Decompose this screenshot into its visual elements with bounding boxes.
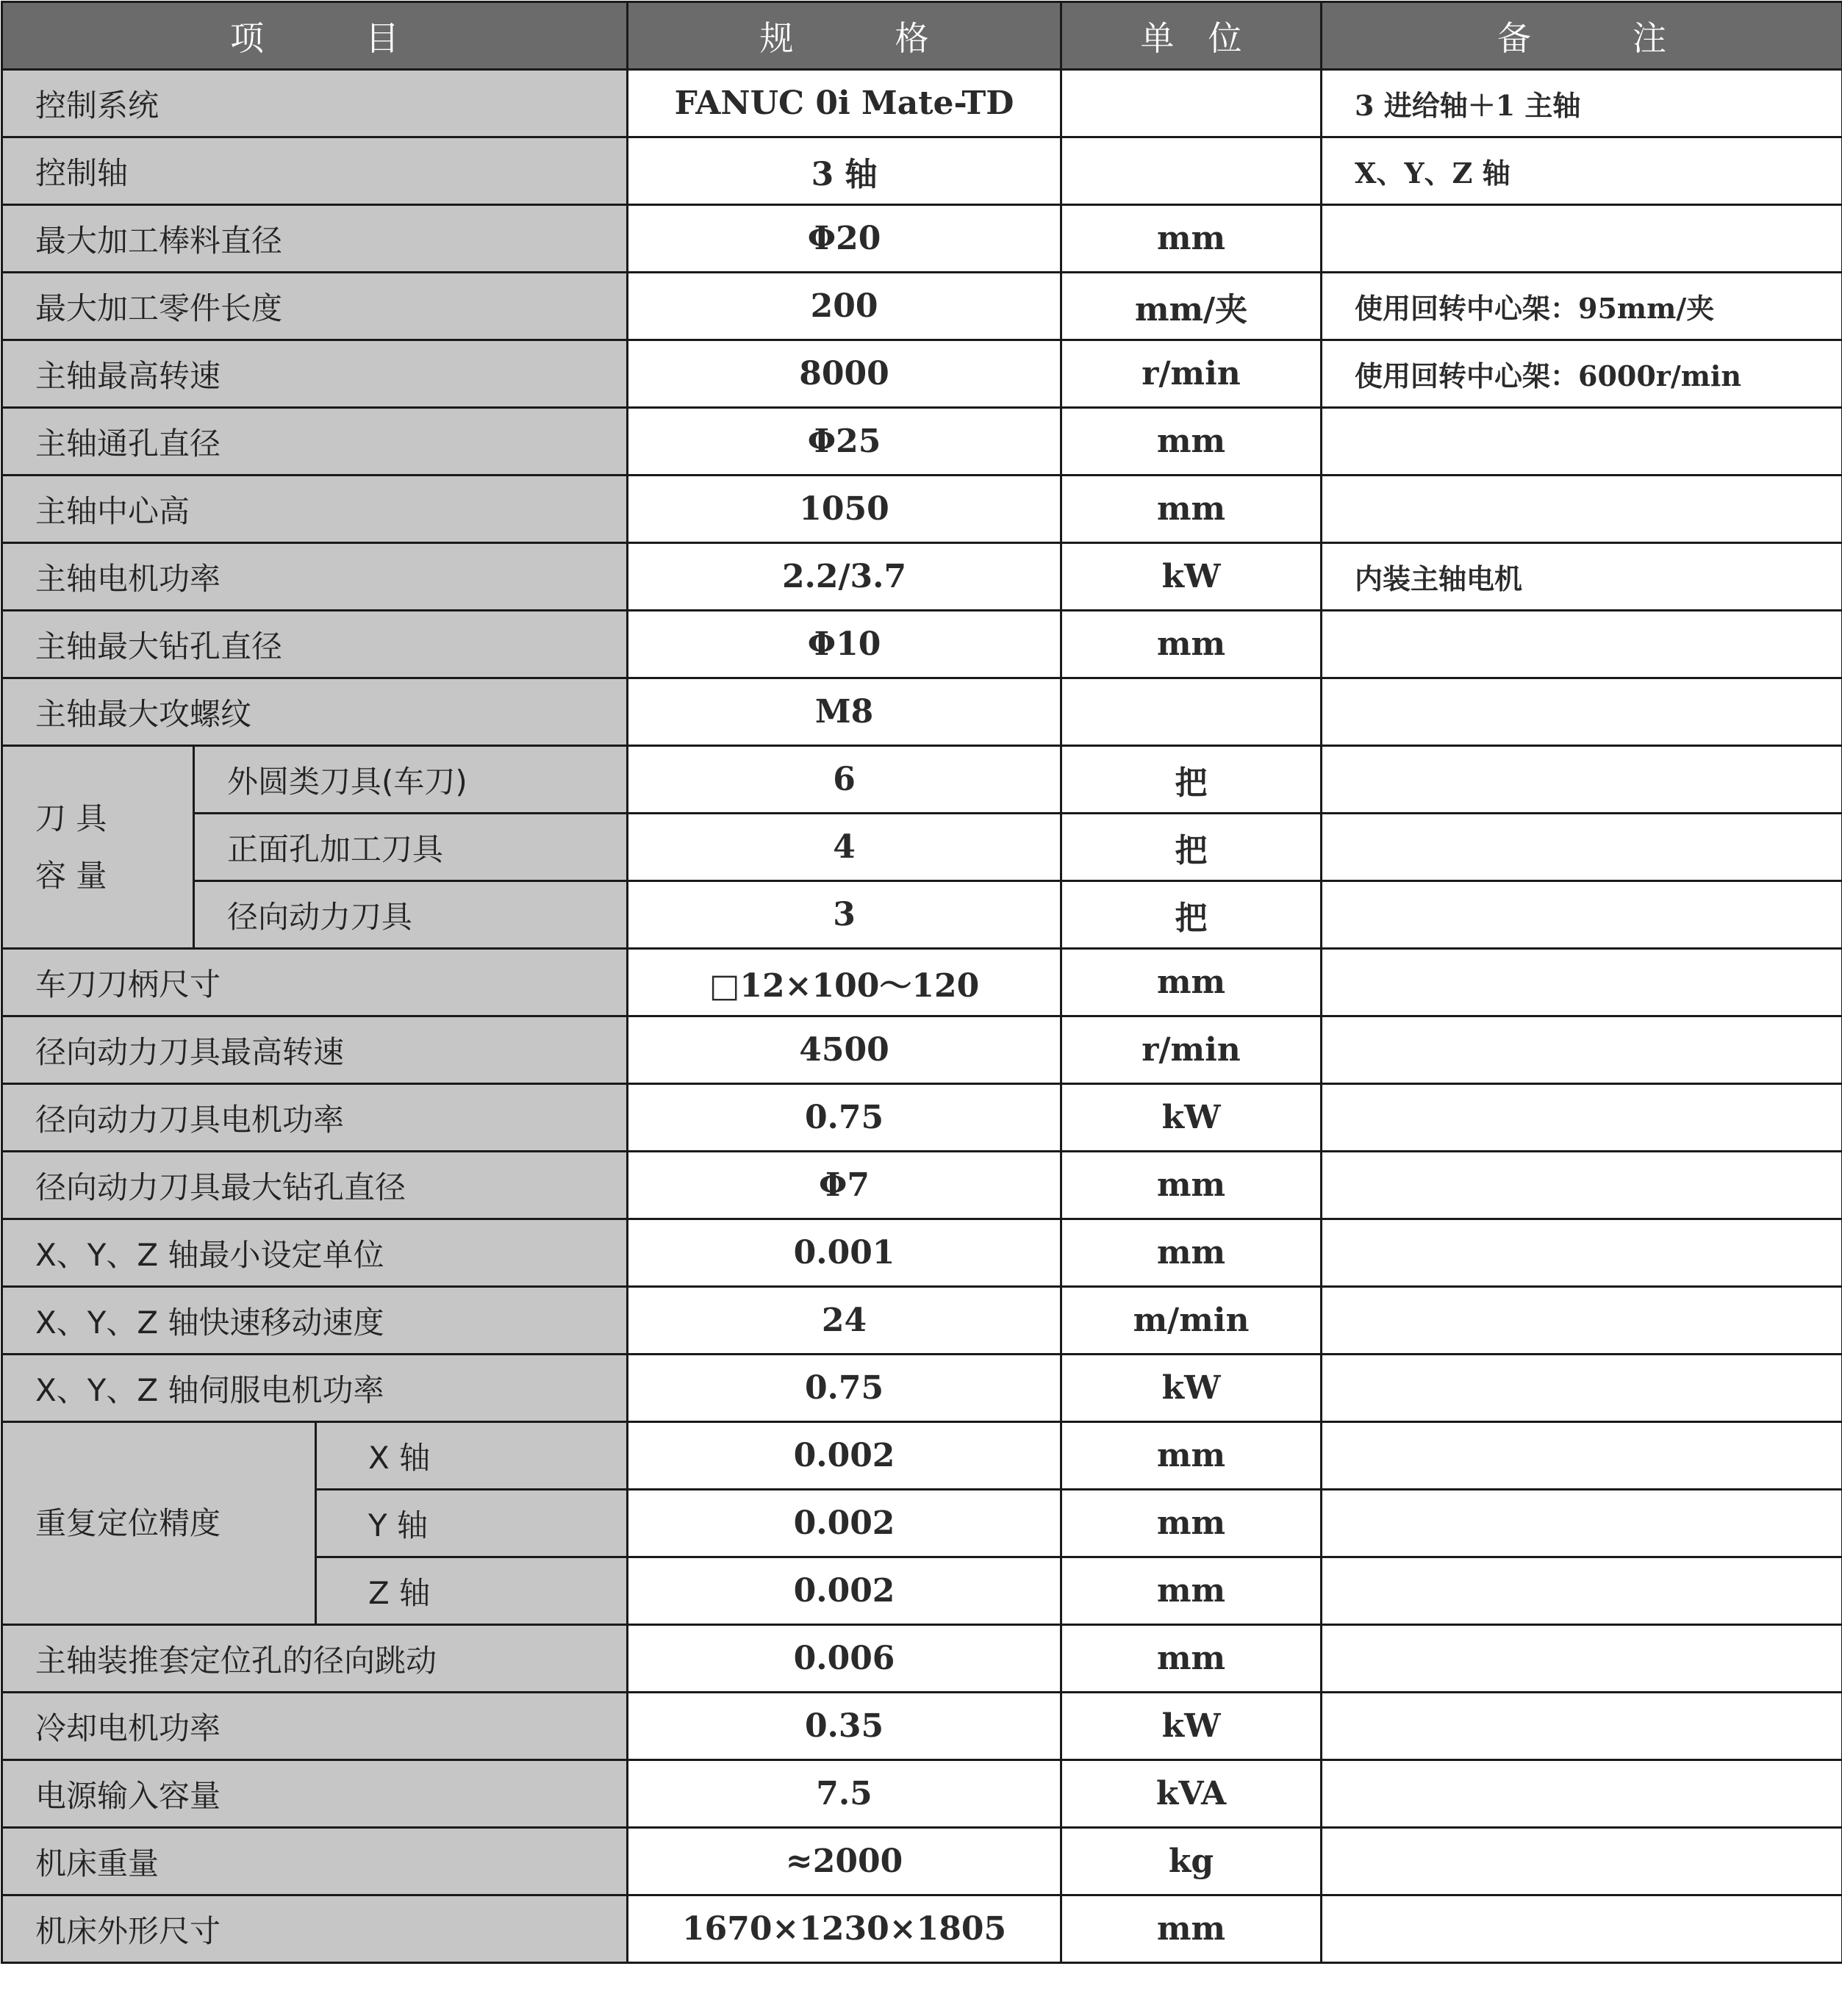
- table-row: [2, 678, 1842, 746]
- row-unit: mm: [1061, 1219, 1322, 1287]
- row-item: 机床外形尺寸: [2, 1895, 628, 1963]
- row-spec: 0.002: [628, 1422, 1061, 1490]
- table-row: [2, 70, 1842, 137]
- row-item: 主轴中心高: [2, 476, 628, 543]
- table-row: [2, 543, 1842, 611]
- row-note: [1322, 1219, 1842, 1287]
- row-item: 主轴最大钻孔直径: [2, 611, 628, 678]
- row-unit: mm: [1061, 949, 1322, 1016]
- row-spec: 24: [628, 1287, 1061, 1355]
- row-note: 使用回转中心架：95mm/夹: [1322, 273, 1842, 340]
- row-unit: mm/夹: [1061, 273, 1322, 340]
- row-item: 径向动力刀具电机功率: [2, 1084, 628, 1152]
- row-item: 控制轴: [2, 137, 628, 205]
- table-row: [2, 1084, 1842, 1152]
- row-note: [1322, 1625, 1842, 1693]
- table-row: [2, 137, 1842, 205]
- tool-capacity-label: [2, 746, 194, 949]
- row-item: 主轴装推套定位孔的径向跳动: [2, 1625, 628, 1693]
- row-unit: r/min: [1061, 1016, 1322, 1084]
- row-unit: kW: [1061, 543, 1322, 611]
- table-row: [2, 476, 1842, 543]
- row-unit: mm: [1061, 1422, 1322, 1490]
- table-row: [2, 881, 1842, 949]
- table-row: [2, 1625, 1842, 1693]
- row-spec: 1050: [628, 476, 1061, 543]
- row-note: [1322, 678, 1842, 746]
- table-row: [2, 1016, 1842, 1084]
- row-item: 车刀刀柄尺寸: [2, 949, 628, 1016]
- row-spec: 0.002: [628, 1490, 1061, 1557]
- row-item: Z 轴: [316, 1557, 628, 1625]
- row-note: [1322, 949, 1842, 1016]
- row-item: 控制系统: [2, 70, 628, 137]
- row-unit: mm: [1061, 1152, 1322, 1219]
- row-unit: kW: [1061, 1355, 1322, 1422]
- row-spec: □12×100～120: [628, 949, 1061, 1016]
- tool-capacity-label-line1: 刀 具: [35, 790, 193, 847]
- row-unit: kg: [1061, 1828, 1322, 1895]
- row-item: 正面孔加工刀具: [194, 814, 628, 881]
- row-spec: Φ25: [628, 408, 1061, 476]
- row-unit: mm: [1061, 205, 1322, 273]
- table-row: [2, 340, 1842, 408]
- header-note: 备 注: [1322, 2, 1842, 70]
- row-note: 使用回转中心架：6000r/min: [1322, 340, 1842, 408]
- row-item: 最大加工零件长度: [2, 273, 628, 340]
- row-item: 径向动力刀具: [194, 881, 628, 949]
- row-unit: [1061, 678, 1322, 746]
- repeat-accuracy-label: 重复定位精度: [2, 1422, 316, 1625]
- row-unit: mm: [1061, 611, 1322, 678]
- row-spec: 0.002: [628, 1557, 1061, 1625]
- row-unit: 把: [1061, 746, 1322, 814]
- row-spec: ≈2000: [628, 1828, 1061, 1895]
- row-unit: [1061, 137, 1322, 205]
- row-unit: r/min: [1061, 340, 1322, 408]
- row-note: X、Y、Z 轴: [1322, 137, 1842, 205]
- row-note: [1322, 1490, 1842, 1557]
- table-row: [2, 1219, 1842, 1287]
- table-row: [2, 408, 1842, 476]
- row-item: 最大加工棒料直径: [2, 205, 628, 273]
- table-row: [2, 1895, 1842, 1963]
- spec-table: [1, 1, 1842, 1964]
- tool-capacity-label-line2: 容 量: [35, 847, 193, 905]
- row-note: [1322, 1355, 1842, 1422]
- row-unit: m/min: [1061, 1287, 1322, 1355]
- row-spec: Φ7: [628, 1152, 1061, 1219]
- row-note: [1322, 814, 1842, 881]
- row-note: [1322, 611, 1842, 678]
- row-item: 外圆类刀具(车刀): [194, 746, 628, 814]
- table-row: [2, 273, 1842, 340]
- header-unit: 单 位: [1061, 2, 1322, 70]
- row-note: [1322, 1693, 1842, 1760]
- row-note: [1322, 881, 1842, 949]
- row-item: X、Y、Z 轴最小设定单位: [2, 1219, 628, 1287]
- row-unit: kW: [1061, 1084, 1322, 1152]
- row-note: [1322, 1287, 1842, 1355]
- row-item: 径向动力刀具最大钻孔直径: [2, 1152, 628, 1219]
- row-note: [1322, 1422, 1842, 1490]
- row-spec: M8: [628, 678, 1061, 746]
- row-spec: 7.5: [628, 1760, 1061, 1828]
- table-row: [2, 814, 1842, 881]
- row-note: [1322, 746, 1842, 814]
- row-item: X、Y、Z 轴伺服电机功率: [2, 1355, 628, 1422]
- row-spec: 0.75: [628, 1084, 1061, 1152]
- row-unit: mm: [1061, 1625, 1322, 1693]
- row-unit: mm: [1061, 1895, 1322, 1963]
- row-spec: 4500: [628, 1016, 1061, 1084]
- table-row: [2, 1287, 1842, 1355]
- row-item: 径向动力刀具最高转速: [2, 1016, 628, 1084]
- row-item: 主轴电机功率: [2, 543, 628, 611]
- row-note: [1322, 476, 1842, 543]
- header-spec: 规 格: [628, 2, 1061, 70]
- row-spec: 3 轴: [628, 137, 1061, 205]
- table-row: [2, 611, 1842, 678]
- row-spec: 2.2/3.7: [628, 543, 1061, 611]
- row-note: [1322, 1557, 1842, 1625]
- header-item: 项 目: [2, 2, 628, 70]
- row-note: [1322, 1760, 1842, 1828]
- row-note: 内装主轴电机: [1322, 543, 1842, 611]
- row-item: 主轴最大攻螺纹: [2, 678, 628, 746]
- row-note: [1322, 408, 1842, 476]
- row-spec: 0.35: [628, 1693, 1061, 1760]
- row-note: [1322, 1152, 1842, 1219]
- row-spec: 8000: [628, 340, 1061, 408]
- row-unit: 把: [1061, 814, 1322, 881]
- row-item: 机床重量: [2, 1828, 628, 1895]
- row-spec: 200: [628, 273, 1061, 340]
- row-spec: 0.001: [628, 1219, 1061, 1287]
- row-note: [1322, 205, 1842, 273]
- row-spec: 3: [628, 881, 1061, 949]
- row-note: [1322, 1084, 1842, 1152]
- row-unit: 把: [1061, 881, 1322, 949]
- row-unit: mm: [1061, 408, 1322, 476]
- row-spec: 4: [628, 814, 1061, 881]
- table-row: [2, 1355, 1842, 1422]
- row-spec: 1670×1230×1805: [628, 1895, 1061, 1963]
- table-row: [2, 1152, 1842, 1219]
- row-note: [1322, 1828, 1842, 1895]
- row-item: X 轴: [316, 1422, 628, 1490]
- row-unit: kW: [1061, 1693, 1322, 1760]
- row-unit: mm: [1061, 476, 1322, 543]
- table-row: [2, 1760, 1842, 1828]
- table-row: [2, 1422, 1842, 1490]
- row-spec: 0.006: [628, 1625, 1061, 1693]
- row-unit: mm: [1061, 1557, 1322, 1625]
- table-row: [2, 1828, 1842, 1895]
- header-row: [2, 2, 1842, 70]
- table-row: [2, 1693, 1842, 1760]
- row-note: 3 进给轴＋1 主轴: [1322, 70, 1842, 137]
- table-row: [2, 949, 1842, 1016]
- row-unit: mm: [1061, 1490, 1322, 1557]
- row-item: 冷却电机功率: [2, 1693, 628, 1760]
- table-row: [2, 205, 1842, 273]
- row-item: Y 轴: [316, 1490, 628, 1557]
- row-item: 主轴通孔直径: [2, 408, 628, 476]
- row-spec: Φ10: [628, 611, 1061, 678]
- row-unit: [1061, 70, 1322, 137]
- row-spec: FANUC 0i Mate-TD: [628, 70, 1061, 137]
- row-unit: kVA: [1061, 1760, 1322, 1828]
- row-item: 主轴最高转速: [2, 340, 628, 408]
- table-row: [2, 746, 1842, 814]
- row-spec: 6: [628, 746, 1061, 814]
- row-note: [1322, 1016, 1842, 1084]
- row-note: [1322, 1895, 1842, 1963]
- row-item: 电源输入容量: [2, 1760, 628, 1828]
- row-spec: 0.75: [628, 1355, 1061, 1422]
- row-item: X、Y、Z 轴快速移动速度: [2, 1287, 628, 1355]
- row-spec: Φ20: [628, 205, 1061, 273]
